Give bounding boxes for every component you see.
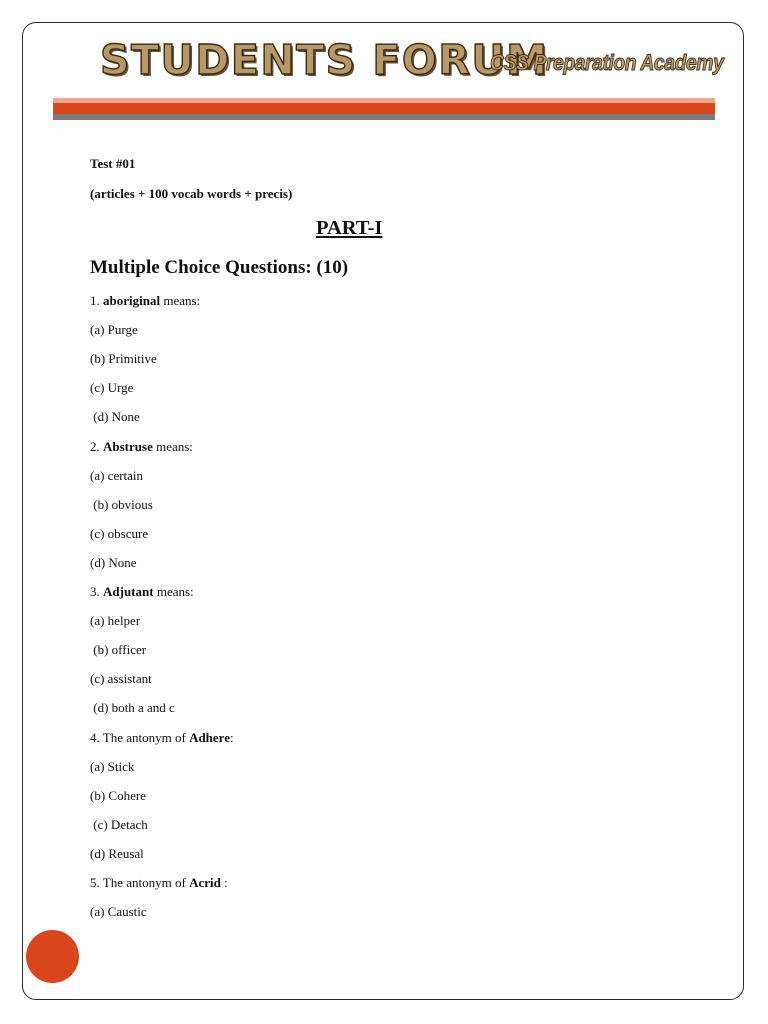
question-suffix: means: — [153, 584, 194, 599]
question-2 — [90, 438, 193, 455]
section-title: Multiple Choice Questions: (10) — [90, 257, 349, 278]
question-term: Adjutant — [103, 584, 154, 599]
option: (a) Purge — [90, 322, 138, 337]
question-prefix: 4. The antonym of — [90, 730, 190, 745]
option: (d) both a and c — [90, 700, 175, 715]
option: (b) Primitive — [90, 351, 157, 366]
part-title: PART-I — [316, 217, 383, 239]
header-band-gray — [53, 114, 715, 120]
question-prefix: 3. — [90, 584, 103, 599]
question-prefix: 5. The antonym of — [90, 875, 190, 890]
question-term: Abstruse — [103, 439, 153, 454]
corner-circle-decoration — [26, 930, 79, 983]
question-suffix: : — [220, 875, 228, 890]
option: (c) Detach — [90, 817, 148, 832]
test-description: (articles + 100 vocab words + precis) — [90, 186, 293, 201]
option: (b) obvious — [90, 497, 153, 512]
test-number: Test #01 — [90, 156, 136, 171]
option: (d) None — [90, 409, 140, 424]
option: (c) assistant — [90, 671, 152, 686]
question-term: Adhere — [189, 730, 230, 745]
option: (a) certain — [90, 468, 144, 483]
question-suffix: : — [230, 730, 234, 745]
header-band-orange — [53, 103, 715, 114]
question-3 — [90, 583, 194, 600]
question-prefix: 2. — [90, 439, 103, 454]
brand-subtitle: CSS Preparation Academy — [490, 50, 724, 75]
question-suffix: means: — [160, 293, 201, 308]
brand-title: STUDENTS FORUM — [100, 36, 549, 84]
option: (d) None — [90, 555, 137, 570]
option: (a) Stick — [90, 759, 135, 774]
option: (c) Urge — [90, 380, 134, 395]
question-1 — [90, 292, 200, 309]
option: (a) helper — [90, 613, 141, 628]
question-5 — [90, 874, 228, 891]
option: (a) Caustic — [90, 904, 147, 919]
option: (b) officer — [90, 642, 147, 657]
question-suffix: means: — [152, 439, 193, 454]
question-prefix: 1. — [90, 293, 103, 308]
option: (c) obscure — [90, 526, 149, 541]
question-term: aboriginal — [103, 293, 161, 308]
question-4 — [90, 729, 234, 746]
option: (d) Reusal — [90, 846, 144, 861]
question-term: Acrid — [189, 875, 221, 890]
option: (b) Cohere — [90, 788, 146, 803]
